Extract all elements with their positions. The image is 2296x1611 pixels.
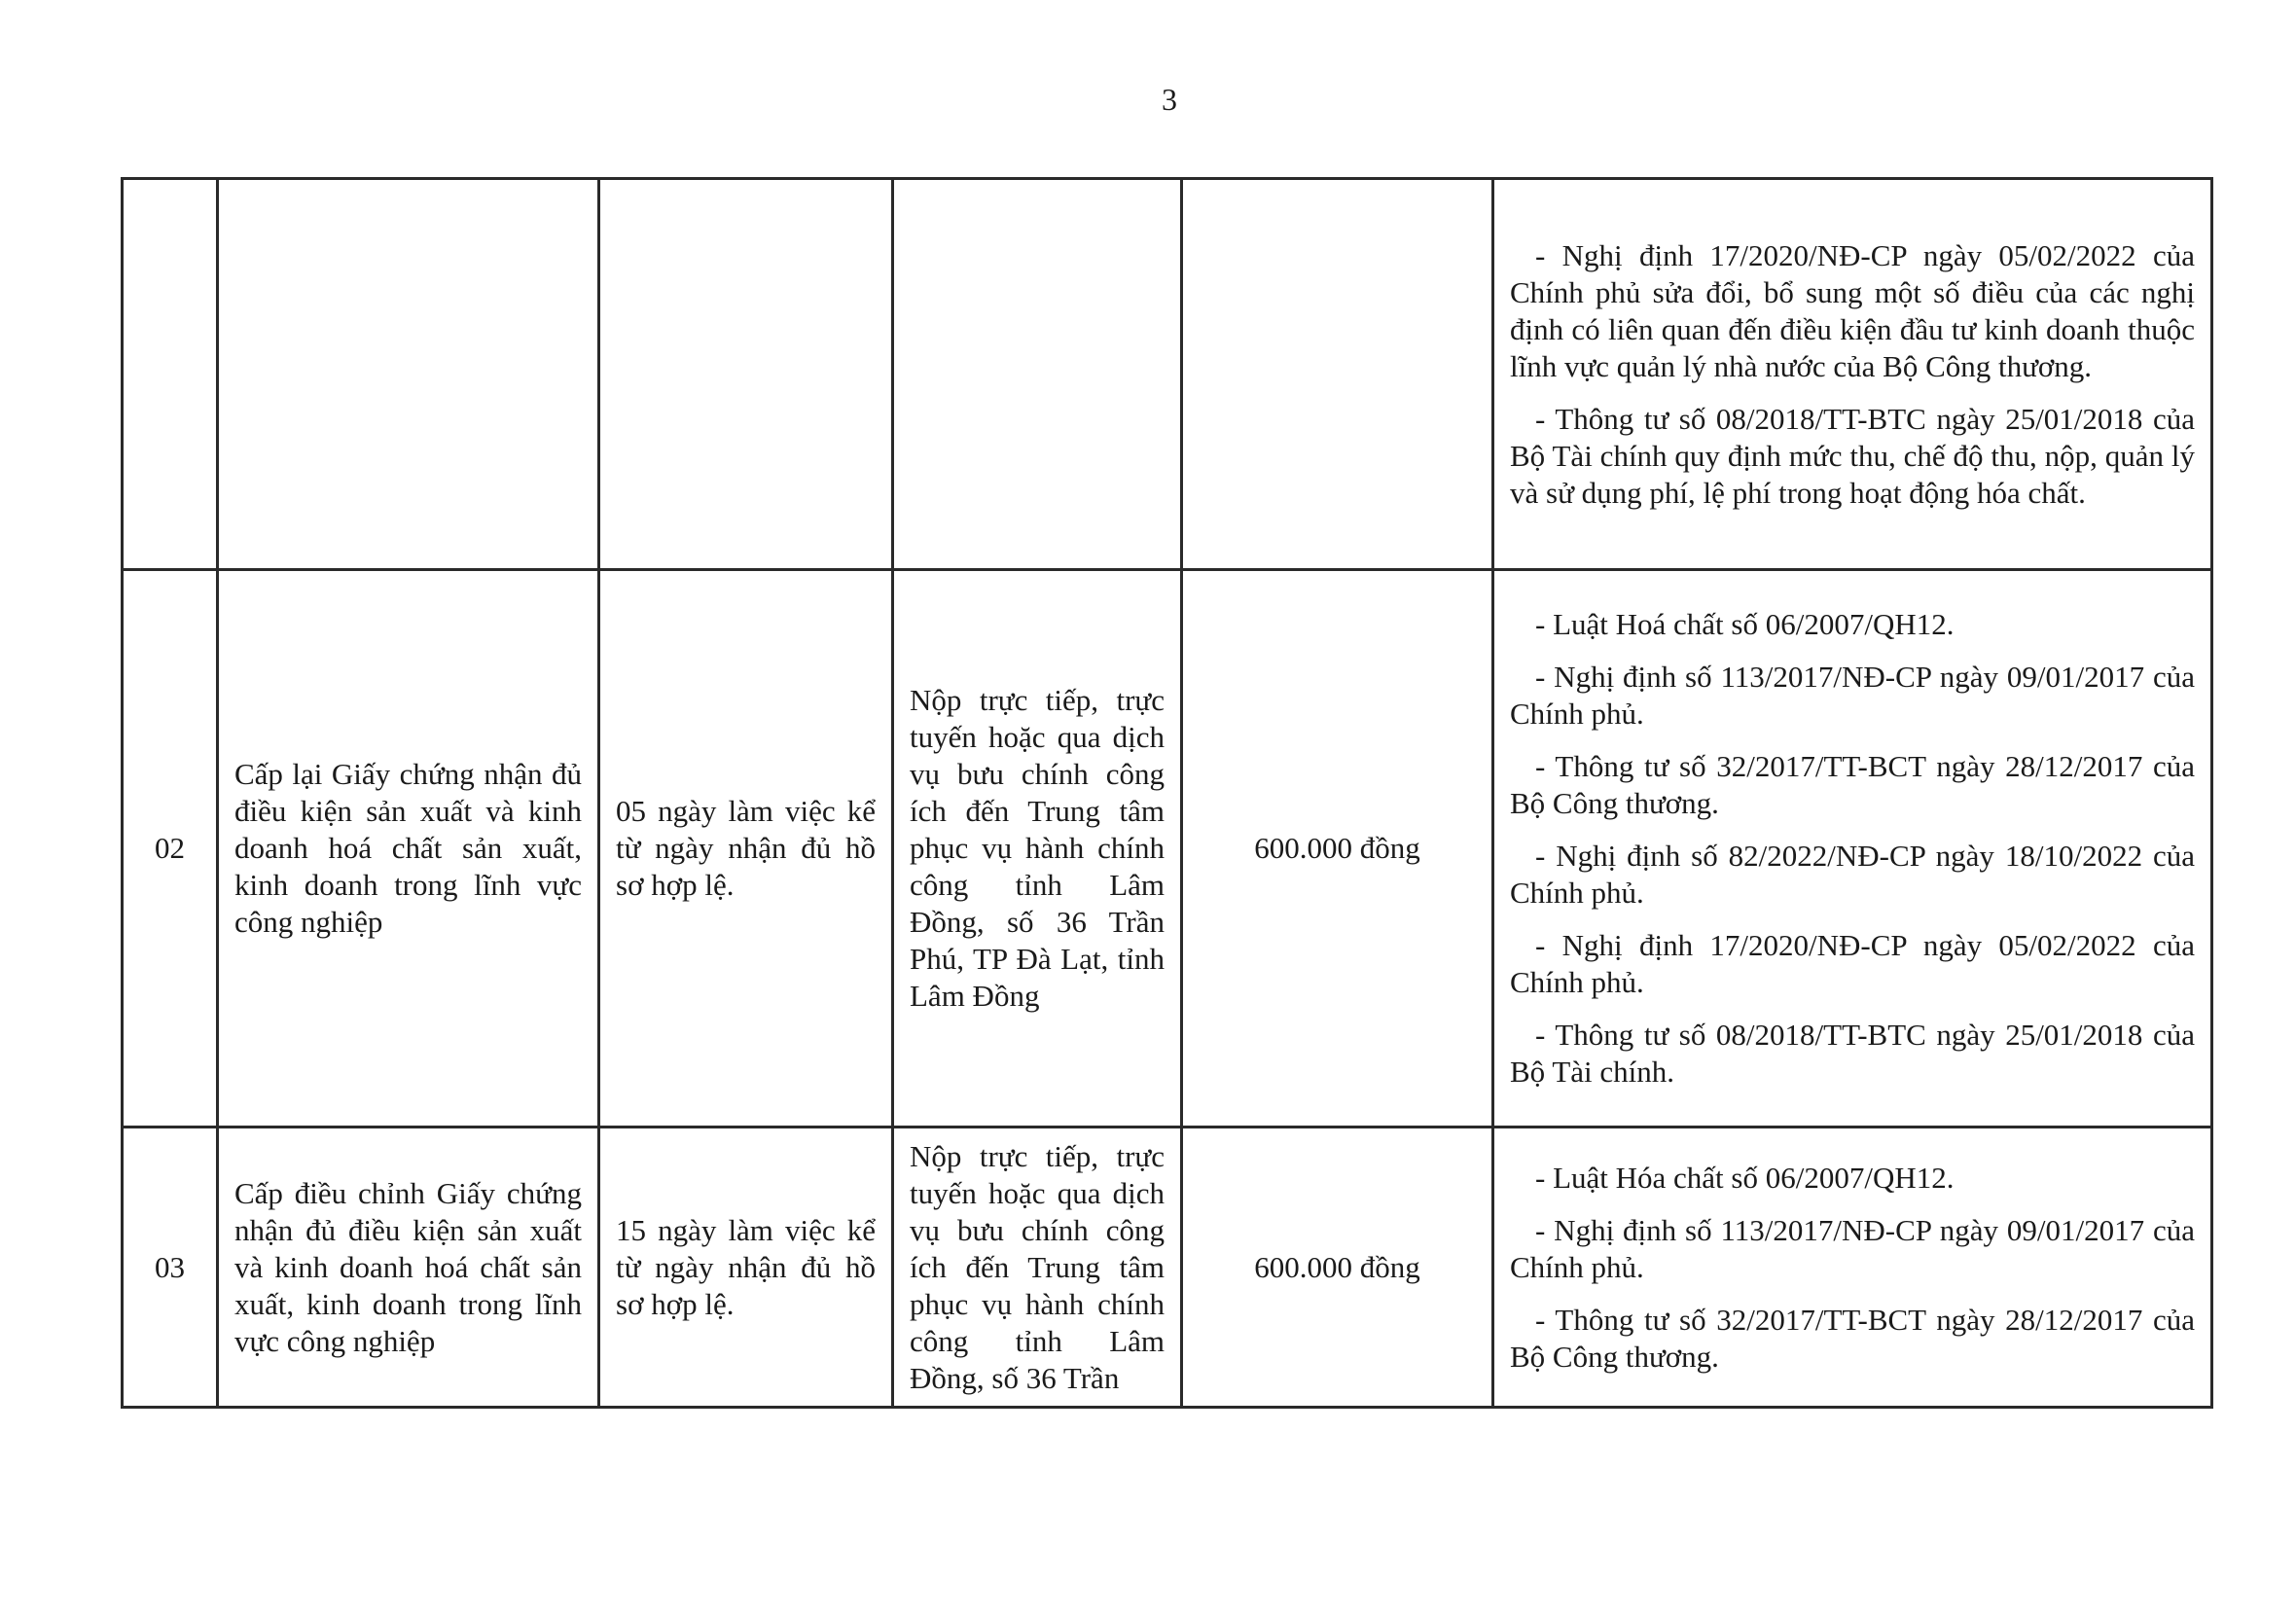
legal-basis-item: - Nghị định số 113/2017/NĐ-CP ngày 09/01/2017 của Chính phủ. [1510, 660, 2195, 731]
processing-time-cell [599, 179, 893, 570]
procedure-name-cell: Cấp điều chỉnh Giấy chứng nhận đủ điều kiện sản xuất và kinh doanh hoá chất sản xuất, kinh doanh trong lĩnh vực công nghiệp [218, 1128, 599, 1408]
legal-basis-item: - Nghị định số 82/2022/NĐ-CP ngày 18/10/2022 của Chính phủ. [1510, 839, 2195, 910]
legal-basis-item: - Luật Hoá chất số 06/2007/QH12. [1535, 607, 1955, 641]
legal-basis-item: - Thông tư số 08/2018/TT-BTC ngày 25/01/2018 của Bộ Tài chính. [1510, 1018, 2195, 1089]
processing-time-cell: 15 ngày làm việc kể từ ngày nhận đủ hồ sơ hợp lệ. [599, 1128, 893, 1408]
legal-basis-item: - Thông tư số 32/2017/TT-BCT ngày 28/12/2017 của Bộ Công thương. [1510, 749, 2195, 820]
legal-basis-cell [1493, 179, 2212, 570]
fee-cell: 600.000 đồng [1182, 1128, 1493, 1408]
legal-basis-item: - Thông tư số 32/2017/TT-BCT ngày 28/12/2017 của Bộ Công thương. [1510, 1302, 2195, 1374]
table-row [123, 1128, 2212, 1408]
row-number-cell: 03 [123, 1128, 218, 1408]
row-number-cell [123, 179, 218, 570]
procedure-table [121, 177, 2213, 1409]
row-number-cell: 02 [123, 570, 218, 1128]
procedure-name-cell [218, 179, 599, 570]
legal-basis-item: - Nghị định 17/2020/NĐ-CP ngày 05/02/2022 của Chính phủ. [1510, 928, 2195, 999]
legal-basis-cell [1493, 1128, 2212, 1408]
legal-basis-cell [1493, 570, 2212, 1128]
table-row [123, 570, 2212, 1128]
fee-cell [1182, 179, 1493, 570]
submission-place-text: Nộp trực tiếp, trực tuyến hoặc qua dịch vụ bưu chính công ích đến Trung tâm phục vụ hành chính công tỉnh Lâm Đồng, số 36 Trần [910, 1139, 1165, 1395]
table-row [123, 179, 2212, 570]
submission-place-cell [893, 1128, 1182, 1408]
legal-basis-item: - Nghị định số 113/2017/NĐ-CP ngày 09/01/2017 của Chính phủ. [1510, 1212, 2195, 1284]
legal-basis-item: - Luật Hóa chất số 06/2007/QH12. [1535, 1160, 1955, 1195]
fee-cell: 600.000 đồng [1182, 570, 1493, 1128]
legal-basis-item: - Thông tư số 08/2018/TT-BTC ngày 25/01/2018 của Bộ Tài chính quy định mức thu, chế độ thu, nộp, quản lý và sử dụng phí, lệ phí trong hoạt động hóa chất. [1510, 401, 2195, 510]
processing-time-cell: 05 ngày làm việc kể từ ngày nhận đủ hồ sơ hợp lệ. [599, 570, 893, 1128]
submission-place-cell [893, 179, 1182, 570]
procedure-name-cell: Cấp lại Giấy chứng nhận đủ điều kiện sản xuất và kinh doanh hoá chất sản xuất, kinh doanh trong lĩnh vực công nghiệp [218, 570, 599, 1128]
legal-basis-item: - Nghị định 17/2020/NĐ-CP ngày 05/02/2022 của Chính phủ sửa đổi, bổ sung một số điều của các nghị định có liên quan đến điều kiện đầu tư kinh doanh thuộc lĩnh vực quản lý nhà nước của Bộ Công thương. [1510, 237, 2195, 383]
submission-place-cell: Nộp trực tiếp, trực tuyến hoặc qua dịch vụ bưu chính công ích đến Trung tâm phục vụ hành chính công tỉnh Lâm Đồng, số 36 Trần Phú, TP Đà Lạt, tỉnh Lâm Đồng [893, 570, 1182, 1128]
page-number: 3 [1162, 82, 1177, 117]
